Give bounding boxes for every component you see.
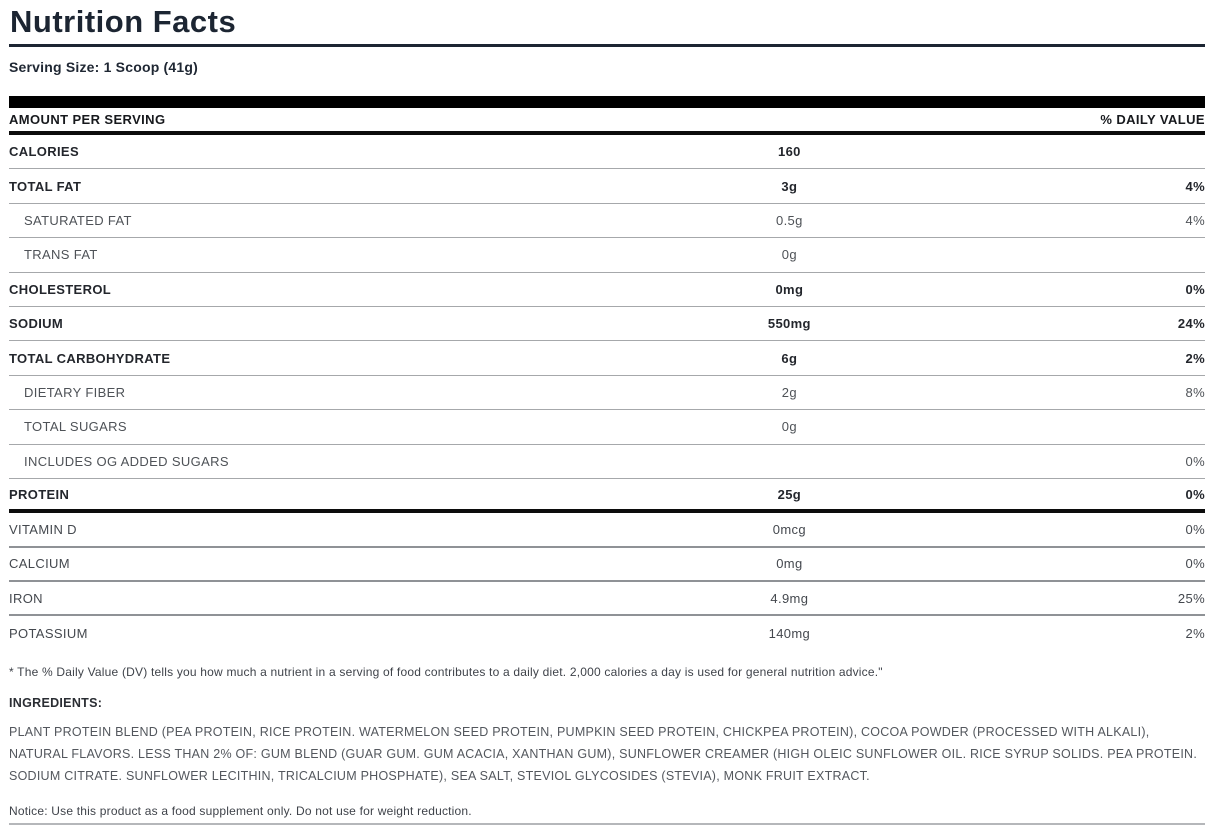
nutrient-amount: 3g bbox=[781, 178, 798, 194]
nutrient-amount: 140mg bbox=[768, 626, 811, 642]
title-underline bbox=[9, 0, 1205, 47]
nutrient-label: TOTAL SUGARS bbox=[24, 419, 127, 435]
nutrient-label: IRON bbox=[9, 590, 43, 606]
table-row bbox=[9, 376, 1205, 410]
nutrient-amount: 0.5g bbox=[776, 212, 803, 228]
nutrient-amount: 25g bbox=[777, 486, 802, 502]
nutrient-amount: 0mg bbox=[776, 556, 803, 572]
table-row bbox=[9, 582, 1205, 616]
table-row bbox=[9, 341, 1205, 375]
nutrient-amount: 160 bbox=[777, 144, 801, 160]
nutrient-label: TOTAL CARBOHYDRATE bbox=[9, 350, 171, 366]
daily-value-header: % DAILY VALUE bbox=[1100, 112, 1205, 127]
nutrient-amount: 0mg bbox=[775, 281, 804, 297]
nutrient-label: TRANS FAT bbox=[24, 247, 98, 263]
table-row bbox=[9, 445, 1205, 479]
nutrient-dv: 0% bbox=[1185, 453, 1205, 469]
nutrient-dv: 2% bbox=[1185, 626, 1205, 642]
table-row bbox=[9, 135, 1205, 169]
nutrient-dv: 2% bbox=[1185, 350, 1205, 366]
nutrient-label: CHOLESTEROL bbox=[9, 281, 112, 297]
nutrient-amount: 4.9mg bbox=[770, 590, 809, 606]
nutrient-amount: 2g bbox=[781, 384, 797, 400]
table-row bbox=[9, 169, 1205, 203]
nutrient-label: INCLUDES OG ADDED SUGARS bbox=[24, 453, 229, 469]
nutrient-dv: 0% bbox=[1185, 521, 1205, 537]
page-title: Nutrition Facts bbox=[10, 4, 237, 39]
nutrient-label: CALORIES bbox=[9, 144, 79, 160]
amount-per-serving-header: AMOUNT PER SERVING bbox=[9, 112, 166, 127]
table-row bbox=[9, 513, 1205, 547]
daily-value-footnote: * The % Daily Value (DV) tells you how much a nutrient in a serving of food contributes to a daily diet. 2,000 calories a day is used for general nutrition advice." bbox=[9, 664, 883, 679]
nutrient-dv: 4% bbox=[1185, 212, 1205, 228]
nutrient-label: POTASSIUM bbox=[9, 626, 88, 642]
table-header bbox=[9, 108, 1205, 135]
table-row bbox=[9, 273, 1205, 307]
nutrient-amount: 550mg bbox=[767, 316, 811, 332]
nutrient-amount: 6g bbox=[781, 350, 798, 366]
table-row bbox=[9, 616, 1205, 650]
table-row bbox=[9, 410, 1205, 444]
nutrient-dv: 0% bbox=[1185, 486, 1205, 502]
table-row bbox=[9, 204, 1205, 238]
nutrient-dv: 0% bbox=[1185, 556, 1205, 572]
table-row bbox=[9, 548, 1205, 582]
table-row bbox=[9, 307, 1205, 341]
nutrient-label: VITAMIN D bbox=[9, 521, 77, 537]
nutrient-dv: 24% bbox=[1177, 316, 1205, 332]
nutrient-label: TOTAL FAT bbox=[9, 178, 82, 194]
nutrient-amount: 0g bbox=[781, 247, 797, 263]
nutrient-dv: 8% bbox=[1185, 384, 1205, 400]
top-divider-bar bbox=[9, 96, 1205, 108]
table-row bbox=[9, 479, 1205, 513]
ingredients-text: PLANT PROTEIN BLEND (PEA PROTEIN, RICE PROTEIN. WATERMELON SEED PROTEIN, PUMPKIN SEED PROTEIN, CHICKPEA PROTEIN), COCOA POWDER (PROCESSED WITH ALKALI), NATURAL FLAVORS. LESS THAN 2% OF: GUM BLEND (GUAR GUM. GUM ACACIA, XANTHAN GUM), SUNFLOWER CREAMER (HIGH OLEIC SUNFLOWER OIL. RICE SYRUP SOLIDS. PEA PROTEIN. SODIUM CITRATE. SUNFLOWER LECITHIN, TRICALCIUM PHOSPHATE), SEA SALT, STEVIOL GLYCOSIDES (STEVIA), MONK FRUIT EXTRACT. bbox=[9, 724, 1198, 783]
serving-size: Serving Size: 1 Scoop (41g) bbox=[9, 59, 198, 75]
nutrient-dv: 0% bbox=[1185, 281, 1205, 297]
notice-text: Notice: Use this product as a food supplement only. Do not use for weight reduction. bbox=[9, 803, 472, 818]
nutrient-dv: 25% bbox=[1177, 590, 1205, 606]
nutrient-label: SATURATED FAT bbox=[24, 212, 132, 228]
ingredients-heading: INGREDIENTS: bbox=[9, 695, 103, 710]
nutrient-rows bbox=[9, 135, 1205, 651]
nutrient-label: SODIUM bbox=[9, 316, 64, 332]
nutrient-amount: 0mcg bbox=[772, 521, 806, 537]
nutrient-label: CALCIUM bbox=[9, 556, 70, 572]
nutrient-label: DIETARY FIBER bbox=[24, 384, 126, 400]
nutrient-label: PROTEIN bbox=[9, 486, 70, 502]
nutrient-amount: 0g bbox=[781, 419, 797, 435]
nutrient-dv: 4% bbox=[1185, 178, 1205, 194]
table-row bbox=[9, 238, 1205, 272]
